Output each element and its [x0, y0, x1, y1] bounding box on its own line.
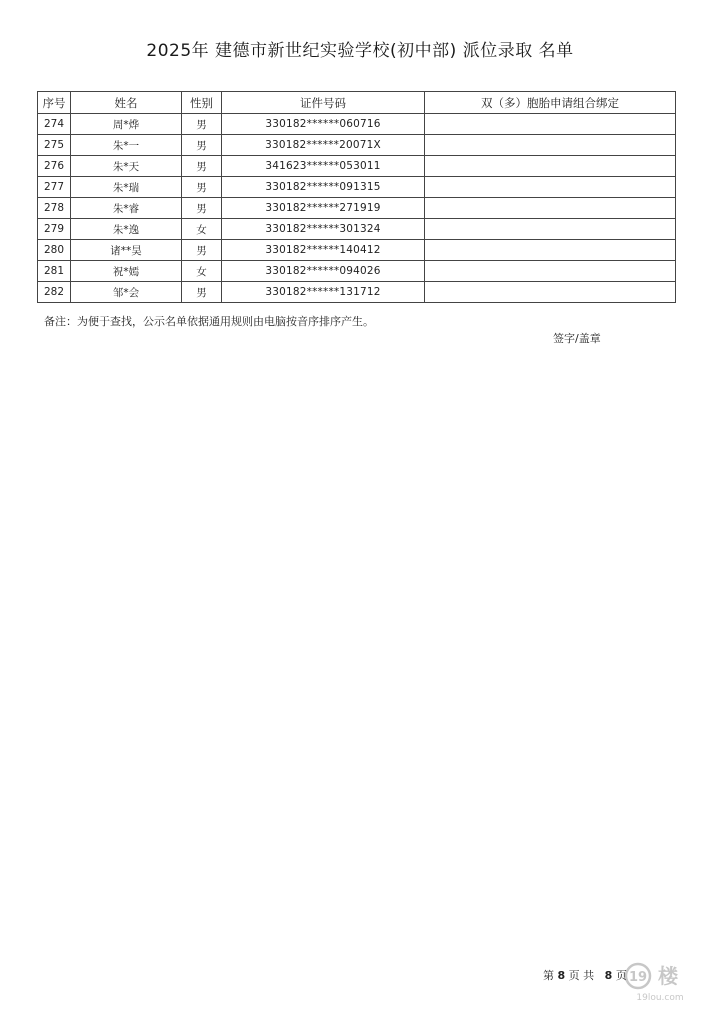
- document-title: 2025年 建德市新世纪实验学校(初中部) 派位录取 名单: [146, 41, 574, 61]
- header-name: 姓名: [71, 92, 182, 114]
- cell-id-number: 330182******20071X: [222, 135, 425, 156]
- cell-twin-binding: [425, 282, 676, 303]
- table-row: [38, 282, 676, 303]
- cell-gender: 男: [182, 114, 222, 135]
- cell-gender: 男: [182, 135, 222, 156]
- cell-name: 朱*一: [71, 135, 182, 156]
- cell-name: 邹*会: [71, 282, 182, 303]
- cell-id-number: 330182******140412: [222, 240, 425, 261]
- cell-gender: 女: [182, 219, 222, 240]
- table-row: [38, 135, 676, 156]
- cell-id-number: 330182******131712: [222, 282, 425, 303]
- page-current: 8: [557, 969, 566, 982]
- cell-serial: 279: [38, 219, 71, 240]
- cell-name: 朱*逸: [71, 219, 182, 240]
- cell-name: 朱*天: [71, 156, 182, 177]
- table-row: [38, 261, 676, 282]
- cell-name: 祝*嫣: [71, 261, 182, 282]
- header-twin-binding: 双（多）胞胎申请组合绑定: [425, 92, 676, 114]
- cell-name: 朱*睿: [71, 198, 182, 219]
- cell-gender: 男: [182, 282, 222, 303]
- cell-serial: 275: [38, 135, 71, 156]
- cell-gender: 男: [182, 240, 222, 261]
- watermark-url-text: 19lou.com: [636, 993, 684, 1003]
- watermark-logo-text: 19: [628, 970, 648, 985]
- cell-twin-binding: [425, 114, 676, 135]
- page-total: 8: [604, 969, 613, 982]
- cell-serial: 280: [38, 240, 71, 261]
- cell-serial: 281: [38, 261, 71, 282]
- admission-list-table: [37, 91, 676, 303]
- table-row: [38, 198, 676, 219]
- cell-name: 周*烨: [71, 114, 182, 135]
- table-row: [38, 177, 676, 198]
- page-prefix: 第: [543, 969, 554, 982]
- table-row: [38, 240, 676, 261]
- cell-serial: 276: [38, 156, 71, 177]
- cell-id-number: 341623******053011: [222, 156, 425, 177]
- cell-id-number: 330182******091315: [222, 177, 425, 198]
- cell-id-number: 330182******094026: [222, 261, 425, 282]
- cell-name: 朱*瑞: [71, 177, 182, 198]
- cell-gender: 男: [182, 198, 222, 219]
- header-gender: 性别: [182, 92, 222, 114]
- site-watermark-logo: [624, 958, 696, 1006]
- cell-twin-binding: [425, 177, 676, 198]
- cell-twin-binding: [425, 219, 676, 240]
- cell-gender: 男: [182, 177, 222, 198]
- cell-gender: 女: [182, 261, 222, 282]
- cell-twin-binding: [425, 135, 676, 156]
- page-middle: 页 共: [568, 969, 595, 982]
- cell-serial: 274: [38, 114, 71, 135]
- cell-twin-binding: [425, 198, 676, 219]
- cell-serial: 282: [38, 282, 71, 303]
- signature-label: 签字/盖章: [553, 332, 601, 345]
- table-row: [38, 156, 676, 177]
- cell-id-number: 330182******301324: [222, 219, 425, 240]
- cell-id-number: 330182******060716: [222, 114, 425, 135]
- cell-twin-binding: [425, 261, 676, 282]
- table-header-row: [38, 92, 676, 114]
- header-id-number: 证件号码: [222, 92, 425, 114]
- cell-serial: 278: [38, 198, 71, 219]
- page-indicator: [543, 967, 627, 983]
- cell-id-number: 330182******271919: [222, 198, 425, 219]
- footnote: 备注：为便于查找，公示名单依据通用规则由电脑按音序排序产生。: [44, 315, 374, 328]
- header-serial: 序号: [38, 92, 71, 114]
- cell-twin-binding: [425, 156, 676, 177]
- cell-twin-binding: [425, 240, 676, 261]
- cell-gender: 男: [182, 156, 222, 177]
- page-suffix: 页: [615, 969, 627, 982]
- table-row: [38, 114, 676, 135]
- cell-name: 诸**昊: [71, 240, 182, 261]
- svg-text:楼: 楼: [658, 964, 678, 988]
- cell-serial: 277: [38, 177, 71, 198]
- table-row: [38, 219, 676, 240]
